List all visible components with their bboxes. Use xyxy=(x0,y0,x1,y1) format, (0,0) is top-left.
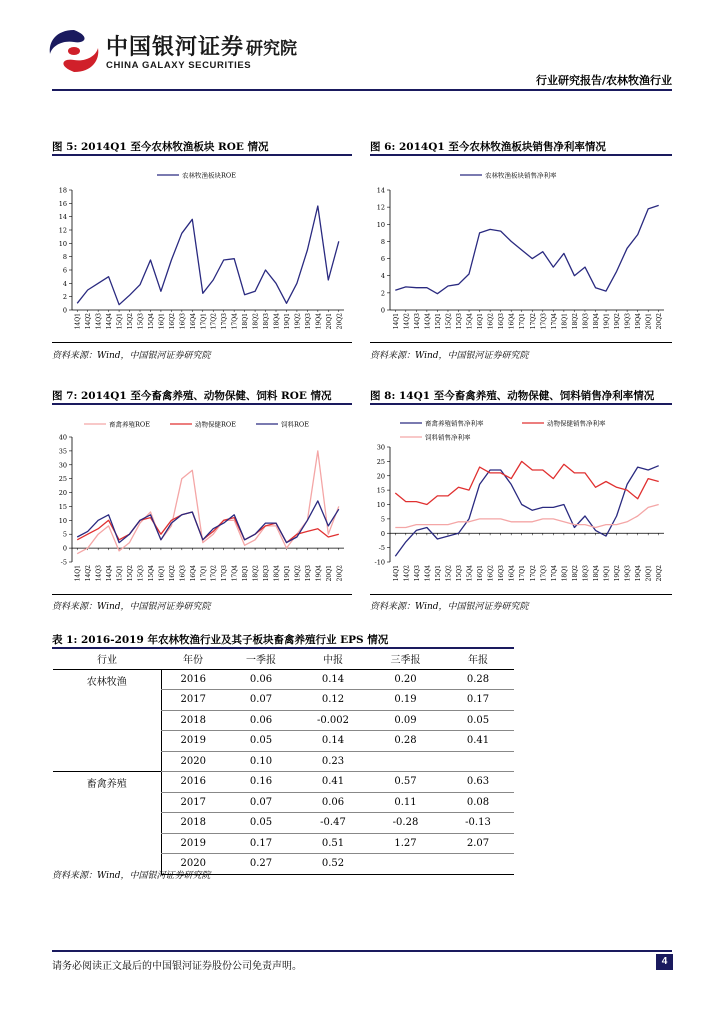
x-tick-label: 15Q4 xyxy=(466,313,474,330)
x-tick-label: 15Q4 xyxy=(147,313,155,330)
x-tick-label: 20Q2 xyxy=(656,313,664,330)
year-cell: 2019 xyxy=(161,833,225,854)
x-tick-label: 15Q2 xyxy=(127,565,135,582)
eps-cell xyxy=(369,854,442,875)
figure-7-sub-sector-roe-chart xyxy=(52,407,352,592)
x-tick-label: 17Q3 xyxy=(540,313,548,330)
eps-cell: 0.10 xyxy=(225,751,297,772)
x-tick-label: 16Q3 xyxy=(498,565,506,582)
x-tick-label: 14Q3 xyxy=(95,313,103,330)
figure-5-source: 资料来源：Wind，中国银河证券研究院 xyxy=(52,351,211,361)
figure-8-title-rule xyxy=(370,403,672,405)
x-tick-label: 15Q2 xyxy=(445,565,453,582)
x-tick-label: 17Q2 xyxy=(529,313,537,330)
eps-cell: 0.51 xyxy=(297,833,369,854)
x-tick-label: 19Q4 xyxy=(315,565,323,582)
x-tick-label: 18Q1 xyxy=(242,565,250,582)
x-tick-label: 19Q2 xyxy=(294,313,302,330)
x-tick-label: 19Q1 xyxy=(283,313,291,330)
x-tick-label: 19Q4 xyxy=(635,313,643,330)
x-tick-label: 14Q4 xyxy=(424,313,432,330)
x-tick-label: 14Q2 xyxy=(403,313,411,330)
x-tick-label: 18Q3 xyxy=(263,313,271,330)
x-tick-label: 16Q2 xyxy=(168,313,176,330)
figure-6-source: 资料来源：Wind，中国银河证券研究院 xyxy=(370,351,529,361)
table-1-title: 表 1: 2016-2019 年农林牧渔行业及其子板块畜禽养殖行业 EPS 情况 xyxy=(52,634,389,646)
y-tick-label: 6 xyxy=(380,255,385,264)
footer-divider xyxy=(52,950,672,952)
x-tick-label: 18Q1 xyxy=(242,313,250,330)
x-tick-label: 16Q4 xyxy=(508,313,516,330)
x-tick-label: 20Q2 xyxy=(336,313,344,330)
x-tick-label: 16Q3 xyxy=(498,313,506,330)
logo-chinese-name: 中国银河证券 xyxy=(106,35,245,60)
x-tick-label: 15Q1 xyxy=(434,565,442,582)
logo-english-name: CHINA GALAXY SECURITIES xyxy=(106,60,252,71)
figure-5-title: 图 5: 2014Q1 至今农林牧渔板块 ROE 情况 xyxy=(52,141,269,153)
x-tick-label: 20Q2 xyxy=(336,565,344,582)
y-tick-label: 0 xyxy=(62,544,67,553)
year-cell: 2017 xyxy=(161,690,225,711)
figure-8-source-rule xyxy=(370,594,672,595)
eps-cell xyxy=(442,751,514,772)
x-tick-label: 14Q3 xyxy=(413,565,421,582)
x-tick-label: 18Q3 xyxy=(263,565,271,582)
x-tick-label: 19Q2 xyxy=(614,313,622,330)
x-tick-label: 15Q3 xyxy=(456,565,463,582)
x-tick-label: 14Q4 xyxy=(106,565,114,582)
industry-cell: 农林牧渔 xyxy=(86,676,127,688)
x-tick-label: 19Q3 xyxy=(624,565,632,582)
y-tick-label: 35 xyxy=(58,447,67,456)
x-tick-label: 15Q4 xyxy=(466,565,474,582)
x-tick-label: 14Q1 xyxy=(392,313,400,330)
x-tick-label: 16Q2 xyxy=(487,313,495,330)
year-cell: 2017 xyxy=(161,792,225,813)
x-tick-label: 19Q3 xyxy=(304,313,312,330)
x-tick-label: 20Q2 xyxy=(656,565,664,582)
y-tick-label: 12 xyxy=(58,226,67,235)
series-line-0 xyxy=(77,206,339,305)
eps-cell xyxy=(442,854,514,875)
series-line-1 xyxy=(395,461,658,504)
x-tick-label: 20Q1 xyxy=(645,313,653,330)
header-year: 年份 xyxy=(161,649,225,669)
y-tick-label: 10 xyxy=(376,220,385,229)
eps-cell: 0.09 xyxy=(369,710,442,731)
figure-6-title-rule xyxy=(370,154,672,156)
figure-5-source-rule xyxy=(52,342,352,343)
year-cell: 2020 xyxy=(161,751,225,772)
eps-cell: -0.13 xyxy=(442,813,514,834)
page-number: 4 xyxy=(656,954,673,970)
x-tick-label: 18Q3 xyxy=(582,565,590,582)
eps-cell: 0.06 xyxy=(225,710,297,731)
x-tick-label: 16Q4 xyxy=(508,565,516,582)
report-category: 行业研究报告/农林牧渔行业 xyxy=(535,74,672,87)
x-tick-label: 18Q2 xyxy=(252,313,260,330)
header-divider xyxy=(52,89,672,91)
x-tick-label: 19Q1 xyxy=(603,313,611,330)
y-tick-label: 14 xyxy=(376,186,385,195)
x-tick-label: 17Q3 xyxy=(221,313,229,330)
figure-5-roe-chart xyxy=(52,158,352,340)
x-tick-label: 18Q4 xyxy=(593,313,600,330)
header-annual: 年报 xyxy=(442,649,514,669)
x-tick-label: 15Q3 xyxy=(456,313,463,330)
x-tick-label: 16Q1 xyxy=(477,313,485,330)
figure-8-title: 图 8: 14Q1 至今畜禽养殖、动物保健、饲料销售净利率情况 xyxy=(370,390,655,402)
x-tick-label: 15Q1 xyxy=(116,565,124,582)
y-tick-label: 5 xyxy=(62,530,67,539)
y-tick-label: 25 xyxy=(58,475,67,484)
eps-cell: -0.002 xyxy=(297,710,369,731)
eps-cell: 0.05 xyxy=(442,710,514,731)
x-tick-label: 17Q1 xyxy=(200,313,208,330)
x-tick-label: 19Q1 xyxy=(283,565,291,582)
year-cell: 2020 xyxy=(161,854,225,875)
x-tick-label: 16Q1 xyxy=(477,565,485,582)
eps-cell: 0.06 xyxy=(297,792,369,813)
x-tick-label: 16Q1 xyxy=(158,313,166,330)
industry-cell: 畜禽养殖 xyxy=(53,772,161,875)
x-tick-label: 14Q4 xyxy=(106,313,114,330)
table-row xyxy=(53,772,514,793)
x-tick-label: 18Q4 xyxy=(273,313,281,330)
y-tick-label: -10 xyxy=(374,558,385,567)
y-tick-label: 4 xyxy=(62,279,67,288)
eps-cell: 0.07 xyxy=(225,792,297,813)
eps-cell: 0.05 xyxy=(225,813,297,834)
y-tick-label: 40 xyxy=(58,433,67,442)
x-tick-label: 18Q2 xyxy=(252,565,260,582)
eps-cell: -0.28 xyxy=(369,813,442,834)
y-tick-label: 30 xyxy=(376,443,385,452)
x-tick-label: 20Q1 xyxy=(325,565,333,582)
eps-cell: 2.07 xyxy=(442,833,514,854)
y-tick-label: 15 xyxy=(58,502,67,511)
eps-cell: 0.14 xyxy=(297,731,369,752)
header-industry: 行业 xyxy=(53,649,161,669)
year-cell: 2016 xyxy=(161,669,225,690)
y-tick-label: 10 xyxy=(58,239,67,248)
y-tick-label: 2 xyxy=(62,293,67,302)
x-tick-label: 19Q3 xyxy=(624,313,632,330)
x-tick-label: 14Q3 xyxy=(95,565,103,582)
x-tick-label: 19Q1 xyxy=(603,565,611,582)
year-cell: 2018 xyxy=(161,710,225,731)
y-tick-label: 30 xyxy=(58,461,67,470)
y-tick-label: 2 xyxy=(380,289,385,298)
figure-7-title: 图 7: 2014Q1 至今畜禽养殖、动物保健、饲料 ROE 情况 xyxy=(52,390,332,402)
x-tick-label: 18Q1 xyxy=(561,565,569,582)
x-tick-label: 15Q3 xyxy=(137,565,145,582)
y-tick-label: 8 xyxy=(62,253,67,262)
logo-institute-name: 研究院 xyxy=(246,39,297,59)
table-row xyxy=(53,669,514,690)
y-tick-label: 4 xyxy=(380,272,385,281)
y-tick-label: -5 xyxy=(378,544,385,553)
x-tick-label: 20Q1 xyxy=(645,565,653,582)
eps-cell: 0.17 xyxy=(225,833,297,854)
x-tick-label: 17Q1 xyxy=(519,565,527,582)
x-tick-label: 16Q4 xyxy=(189,565,197,582)
legend-label: 农林牧渔板块销售净利率 xyxy=(485,171,557,180)
x-tick-label: 17Q4 xyxy=(231,313,239,330)
y-tick-label: 5 xyxy=(380,515,385,524)
legend-label: 饲料ROE xyxy=(281,420,309,429)
figure-7-title-rule xyxy=(52,403,352,405)
x-tick-label: 19Q3 xyxy=(304,565,312,582)
x-tick-label: 16Q4 xyxy=(189,313,197,330)
x-tick-label: 16Q3 xyxy=(179,565,187,582)
eps-cell: 0.28 xyxy=(442,669,514,690)
x-tick-label: 17Q2 xyxy=(529,565,537,582)
x-tick-label: 14Q2 xyxy=(85,313,93,330)
x-tick-label: 19Q4 xyxy=(635,565,643,582)
x-tick-label: 14Q2 xyxy=(403,565,411,582)
eps-cell: 0.63 xyxy=(442,772,514,793)
eps-cell: 0.16 xyxy=(225,772,297,793)
x-tick-label: 18Q1 xyxy=(561,313,569,330)
eps-cell: 0.20 xyxy=(369,669,442,690)
header-interim: 中报 xyxy=(297,649,369,669)
year-cell: 2019 xyxy=(161,731,225,752)
y-tick-label: -5 xyxy=(60,558,67,567)
x-tick-label: 15Q2 xyxy=(127,313,135,330)
y-tick-label: 6 xyxy=(62,266,67,275)
x-tick-label: 17Q4 xyxy=(550,313,558,330)
footer-disclaimer: 请务必阅读正文最后的中国银河证券股份公司免责声明。 xyxy=(52,961,302,972)
y-tick-label: 16 xyxy=(58,199,67,208)
x-tick-label: 17Q4 xyxy=(550,565,558,582)
x-tick-label: 17Q1 xyxy=(519,313,527,330)
eps-cell: 1.27 xyxy=(369,833,442,854)
x-tick-label: 15Q1 xyxy=(434,313,442,330)
y-tick-label: 0 xyxy=(380,306,385,315)
header-q1: 一季报 xyxy=(225,649,297,669)
y-tick-label: 18 xyxy=(58,186,67,195)
x-tick-label: 14Q1 xyxy=(74,313,82,330)
x-tick-label: 19Q2 xyxy=(294,565,302,582)
figure-5-title-rule xyxy=(52,154,352,156)
x-tick-label: 17Q3 xyxy=(221,565,229,582)
figure-8-source: 资料来源：Wind，中国银河证券研究院 xyxy=(370,602,529,612)
eps-cell: 0.08 xyxy=(442,792,514,813)
figure-8-sub-sector-margin-chart xyxy=(370,407,672,592)
y-tick-label: 20 xyxy=(376,472,385,481)
x-tick-label: 18Q2 xyxy=(571,313,579,330)
eps-cell: 0.41 xyxy=(442,731,514,752)
company-logo-icon xyxy=(44,26,104,76)
eps-cell: 0.23 xyxy=(297,751,369,772)
eps-cell: 0.12 xyxy=(297,690,369,711)
legend-label: 动物保健ROE xyxy=(195,420,236,429)
eps-cell: 0.05 xyxy=(225,731,297,752)
table-body xyxy=(53,669,514,874)
x-tick-label: 15Q4 xyxy=(147,565,155,582)
header-q3: 三季报 xyxy=(369,649,442,669)
eps-cell: 0.07 xyxy=(225,690,297,711)
y-tick-label: 25 xyxy=(376,457,385,466)
x-tick-label: 19Q2 xyxy=(614,565,622,582)
series-line-0 xyxy=(395,205,658,293)
series-line-0 xyxy=(395,466,658,557)
y-tick-label: 10 xyxy=(58,516,67,525)
x-tick-label: 15Q3 xyxy=(137,313,145,330)
eps-cell: 0.27 xyxy=(225,854,297,875)
eps-cell: 0.28 xyxy=(369,731,442,752)
legend-label: 动物保健销售净利率 xyxy=(547,419,606,428)
eps-cell: 0.52 xyxy=(297,854,369,875)
figure-6-net-margin-chart xyxy=(370,158,672,340)
x-tick-label: 15Q2 xyxy=(445,313,453,330)
y-tick-label: 15 xyxy=(376,486,385,495)
x-tick-label: 17Q1 xyxy=(200,565,208,582)
figure-6-source-rule xyxy=(370,342,672,343)
x-tick-label: 16Q3 xyxy=(179,313,187,330)
x-tick-label: 16Q2 xyxy=(487,565,495,582)
x-tick-label: 18Q4 xyxy=(273,565,281,582)
x-tick-label: 15Q1 xyxy=(116,313,124,330)
y-tick-label: 20 xyxy=(58,489,67,498)
eps-cell: -0.47 xyxy=(297,813,369,834)
eps-cell: 0.41 xyxy=(297,772,369,793)
x-tick-label: 18Q2 xyxy=(571,565,579,582)
y-tick-label: 0 xyxy=(380,529,385,538)
x-tick-label: 16Q2 xyxy=(168,565,176,582)
eps-cell xyxy=(369,751,442,772)
legend-label: 畜禽养殖ROE xyxy=(109,420,150,429)
x-tick-label: 14Q3 xyxy=(413,313,421,330)
x-tick-label: 14Q4 xyxy=(424,565,432,582)
eps-cell: 0.19 xyxy=(369,690,442,711)
table-header-row xyxy=(53,649,514,669)
x-tick-label: 19Q4 xyxy=(315,313,323,330)
x-tick-label: 20Q1 xyxy=(325,313,333,330)
y-tick-label: 8 xyxy=(380,237,385,246)
x-tick-label: 17Q2 xyxy=(210,565,218,582)
figure-7-source: 资料来源：Wind，中国银河证券研究院 xyxy=(52,602,211,612)
x-tick-label: 18Q3 xyxy=(582,313,590,330)
y-tick-label: 0 xyxy=(62,306,67,315)
legend-label: 饲料销售净利率 xyxy=(425,433,471,442)
figure-6-title: 图 6: 2014Q1 至今农林牧渔板块销售净利率情况 xyxy=(370,141,606,153)
eps-cell: 0.06 xyxy=(225,669,297,690)
eps-cell: 0.17 xyxy=(442,690,514,711)
y-tick-label: 10 xyxy=(376,501,385,509)
x-tick-label: 14Q1 xyxy=(392,565,400,582)
y-tick-label: 14 xyxy=(58,213,67,222)
x-tick-label: 17Q2 xyxy=(210,313,218,330)
eps-cell: 0.14 xyxy=(297,669,369,690)
figure-7-source-rule xyxy=(52,594,352,595)
legend-label: 畜禽养殖销售净利率 xyxy=(425,419,484,428)
eps-table xyxy=(53,649,514,875)
x-tick-label: 14Q2 xyxy=(85,565,93,582)
eps-cell: 0.11 xyxy=(369,792,442,813)
eps-cell: 0.57 xyxy=(369,772,442,793)
table-1-source: 资料来源：Wind，中国银河证券研究院 xyxy=(52,871,211,881)
x-tick-label: 17Q3 xyxy=(540,565,548,582)
year-cell: 2016 xyxy=(161,772,225,793)
x-tick-label: 16Q1 xyxy=(158,565,166,582)
year-cell: 2018 xyxy=(161,813,225,834)
series-line-0 xyxy=(77,451,339,554)
x-tick-label: 14Q1 xyxy=(74,565,82,582)
y-tick-label: 12 xyxy=(376,203,385,212)
x-tick-label: 17Q4 xyxy=(231,565,239,582)
legend-label: 农林牧渔板块ROE xyxy=(182,171,236,180)
x-tick-label: 18Q4 xyxy=(593,565,600,582)
